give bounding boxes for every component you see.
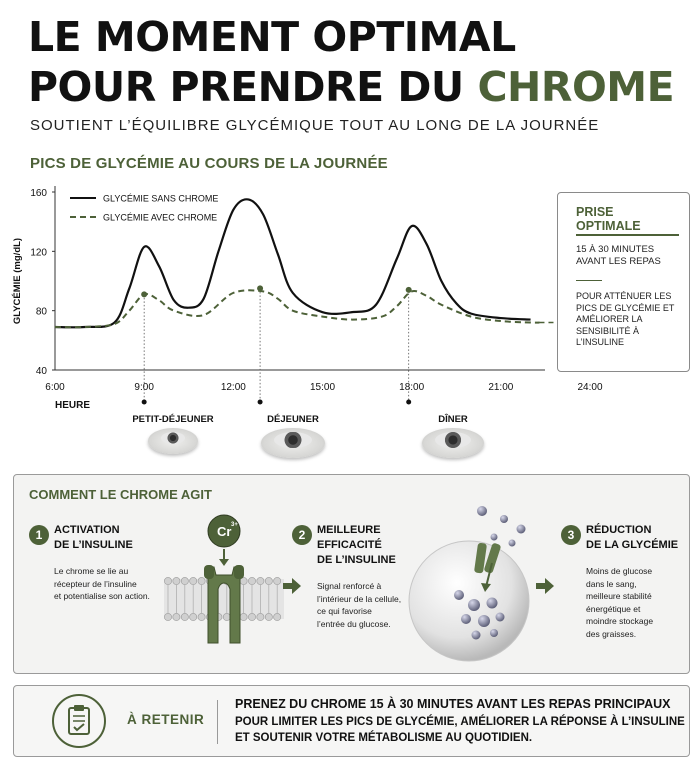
lipid-head xyxy=(190,613,197,620)
how-title: COMMENT LE CHROME AGIT xyxy=(29,487,212,502)
step-1-title xyxy=(54,523,133,553)
meal-label-dinner: DÎNER xyxy=(438,414,468,425)
takeaway-line-3: ET SOUTENIR VOTRE MÉTABOLISME AU QUOTIDIEN. xyxy=(235,732,533,744)
meal-lunch xyxy=(253,414,333,458)
meal-peak-point xyxy=(257,285,263,291)
step-3-title xyxy=(586,523,678,553)
meal-time-dot xyxy=(258,400,263,405)
membrane-bilayer xyxy=(164,577,284,620)
glucose-molecule-icon xyxy=(496,613,505,622)
x-tick-label: 24:00 xyxy=(577,382,603,393)
step-2-title xyxy=(317,523,396,568)
lipid-head xyxy=(164,577,171,584)
lipid-head xyxy=(248,613,255,620)
breakfast-bowl-icon xyxy=(148,428,198,454)
meal-breakfast xyxy=(128,414,218,454)
insulin-receptor-illustration xyxy=(162,511,287,651)
glucose-molecule-icon xyxy=(500,515,508,523)
legend-entry: GLYCÉMIE AVEC CHROME xyxy=(103,212,218,223)
step-2-text-b: l’intérieur de la cellule, xyxy=(317,593,402,604)
y-axis-label: GLYCÉMIE (mg/dL) xyxy=(12,237,23,325)
step-2-text-d: l’entrée du glucose. xyxy=(317,618,391,629)
glucose-molecule-icon xyxy=(517,525,526,534)
lipid-head xyxy=(274,613,281,620)
lipid-head xyxy=(198,613,205,620)
lipid-head xyxy=(257,613,264,620)
step-2-title-a: MEILLEURE xyxy=(317,524,381,536)
step-3-text-a: Moins de glucose xyxy=(586,566,653,576)
callout-timing: 15 À 30 MINUTES AVANT LES REPAS xyxy=(576,244,661,267)
step-1-text-c: et potentialise son action. xyxy=(54,591,150,601)
step-3-title-b: DE LA GLYCÉMIE xyxy=(586,539,679,551)
glucose-molecule-icon xyxy=(487,598,498,609)
lipid-head xyxy=(181,577,188,584)
takeaway-line-2: POUR LIMITER LES PICS DE GLYCÉMIE, AMÉLIORER LA RÉPONSE À L’INSULINE xyxy=(235,716,685,728)
glucose-molecule-icon xyxy=(478,615,490,627)
lipid-head xyxy=(173,577,180,584)
step-2-title-b: EFFICACITÉ xyxy=(317,539,382,551)
step-2-title-c: DE L’INSULINE xyxy=(317,554,396,566)
step-2-number: 2 xyxy=(292,525,312,545)
takeaway-panel xyxy=(13,685,690,757)
takeaway-line-1: PRENEZ DU CHROME 15 À 30 MINUTES AVANT LES REPAS PRINCIPAUX xyxy=(235,697,671,711)
lipid-head xyxy=(257,577,264,584)
x-tick-label: 12:00 xyxy=(220,382,246,393)
lunch-plate-icon xyxy=(261,428,325,458)
lipid-head xyxy=(274,577,281,584)
optimal-intake-callout xyxy=(557,192,690,372)
glucose-molecule-icon xyxy=(472,631,481,640)
callout-title: PRISE OPTIMALE xyxy=(576,205,679,236)
dinner-plate-icon xyxy=(422,428,484,458)
title-line-2 xyxy=(28,62,674,112)
glucose-molecule-icon xyxy=(454,590,464,600)
meal-peak-point xyxy=(141,291,147,297)
step-1-title-b: DE L’INSULINE xyxy=(54,539,133,551)
x-tick-label: 15:00 xyxy=(309,382,336,393)
step-1-text-b: récepteur de l’insuline xyxy=(54,578,137,589)
chromium-ion-charge: 3+ xyxy=(231,522,238,528)
meal-label-lunch: DÉJEUNER xyxy=(267,414,319,425)
glucose-molecule-icon xyxy=(468,599,480,611)
lipid-head xyxy=(265,613,272,620)
arrow-right-icon-2 xyxy=(536,578,554,594)
lipid-head xyxy=(190,577,197,584)
page-subtitle: SOUTIENT L’ÉQUILIBRE GLYCÉMIQUE TOUT AU LONG DE LA JOURNÉE xyxy=(30,117,600,134)
glucose-molecule-icon xyxy=(461,614,471,624)
takeaway-text xyxy=(235,696,685,746)
cell-glucose-illustration xyxy=(404,503,544,673)
title-line-2-prefix: POUR PRENDRE DU xyxy=(28,63,478,111)
page-title xyxy=(28,12,674,112)
meal-dinner xyxy=(413,414,493,458)
callout-benefit: POUR ATTÉNUER LES PICS DE GLYCÉMIE ET AMÉLIORER LA SENSIBILITÉ À L’INSULINE xyxy=(576,291,675,347)
step-2-text-c: ce qui favorise xyxy=(317,606,372,616)
lipid-head xyxy=(248,577,255,584)
step-1-text-a: Le chrome se lie au xyxy=(54,566,129,576)
step-3-text-d: énergétique et xyxy=(586,603,641,614)
y-tick-label: 160 xyxy=(30,188,47,199)
arrow-right-icon-1 xyxy=(283,578,301,594)
step-3-text-b: dans le sang, xyxy=(586,578,637,589)
legend-entry: GLYCÉMIE SANS CHROME xyxy=(103,193,219,204)
glucose-molecule-icon xyxy=(490,629,498,637)
glucose-molecule-icon xyxy=(477,506,487,516)
step-3-text-e: moindre stockage xyxy=(586,616,654,626)
lipid-head xyxy=(164,613,171,620)
y-tick-label: 120 xyxy=(30,247,47,259)
step-3-number: 3 xyxy=(561,525,581,545)
x-tick-label: 18:00 xyxy=(399,382,425,393)
x-tick-label: 21:00 xyxy=(488,382,514,393)
title-accent-word: CHROME xyxy=(477,63,675,111)
receptor-arm-left xyxy=(204,565,214,579)
x-tick-label: 9:00 xyxy=(134,382,154,393)
cell-icon xyxy=(409,541,529,661)
glucose-molecule-icon xyxy=(491,534,498,541)
takeaway-label: À RETENIR xyxy=(127,712,205,727)
x-tick-label: 6:00 xyxy=(45,382,65,393)
binding-arrow-head xyxy=(219,559,229,566)
step-3-text-f: des graisses. xyxy=(586,628,637,639)
step-3-text xyxy=(586,565,653,640)
y-tick-label: 80 xyxy=(35,306,47,318)
lipid-head xyxy=(223,613,230,620)
title-line-1: LE MOMENT OPTIMAL xyxy=(28,13,516,61)
chart-heading: PICS DE GLYCÉMIE AU COURS DE LA JOURNÉE xyxy=(30,155,388,172)
step-2-text-a: Signal renforcé à xyxy=(317,581,382,591)
step-3-text-c: meilleure stabilité xyxy=(586,591,652,601)
glucose-molecule-icon xyxy=(509,540,516,547)
meal-peak-point xyxy=(406,287,412,293)
meal-time-dot xyxy=(406,400,411,405)
lipid-head xyxy=(240,613,247,620)
receptor-arm-right xyxy=(234,565,244,579)
lipid-head xyxy=(198,577,205,584)
takeaway-divider xyxy=(217,700,218,744)
meal-label-breakfast: PETIT-DÉJEUNER xyxy=(132,414,214,425)
lipid-head xyxy=(173,613,180,620)
meal-time-dot xyxy=(142,400,147,405)
step-1-title-a: ACTIVATION xyxy=(54,524,120,536)
callout-divider xyxy=(576,280,602,281)
step-1-number: 1 xyxy=(29,525,49,545)
lipid-head xyxy=(181,613,188,620)
how-chromium-works-panel xyxy=(13,474,690,674)
step-3-title-a: RÉDUCTION xyxy=(586,524,652,536)
lipid-head xyxy=(265,577,272,584)
x-axis-label: HEURE xyxy=(55,400,91,411)
step-1-text xyxy=(54,565,150,603)
chromium-ion-symbol: Cr xyxy=(217,524,232,539)
y-tick-label: 40 xyxy=(35,366,47,377)
step-2-text xyxy=(317,580,401,630)
clipboard-icon xyxy=(52,694,106,748)
